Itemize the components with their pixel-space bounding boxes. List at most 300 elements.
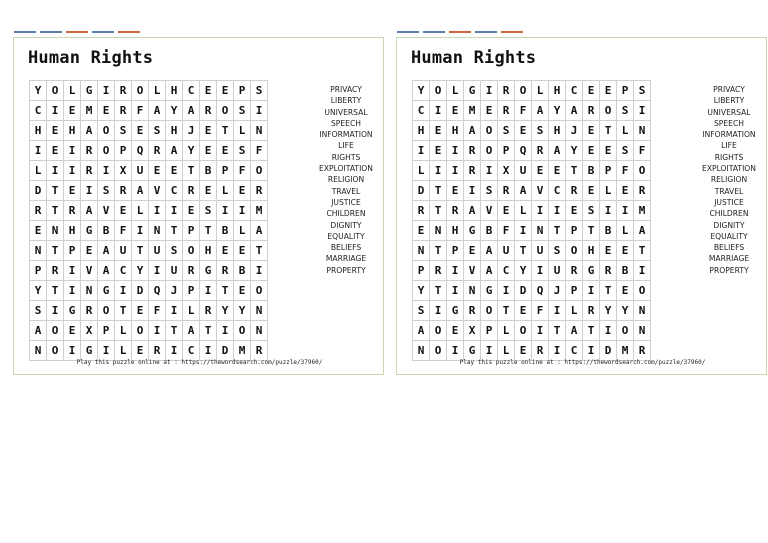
grid-cell[interactable]: I bbox=[166, 301, 183, 321]
grid-cell[interactable]: D bbox=[30, 181, 47, 201]
grid-cell[interactable]: I bbox=[532, 201, 549, 221]
grid-cell[interactable]: T bbox=[183, 161, 200, 181]
grid-cell[interactable]: R bbox=[566, 181, 583, 201]
grid-cell[interactable]: F bbox=[617, 161, 634, 181]
grid-cell[interactable]: D bbox=[217, 341, 234, 361]
grid-cell[interactable]: I bbox=[30, 141, 47, 161]
grid-cell[interactable]: E bbox=[217, 81, 234, 101]
grid-cell[interactable]: S bbox=[234, 101, 251, 121]
grid-cell[interactable]: I bbox=[132, 221, 149, 241]
grid-cell[interactable]: Y bbox=[600, 301, 617, 321]
grid-cell[interactable]: E bbox=[149, 161, 166, 181]
grid-cell[interactable]: I bbox=[149, 201, 166, 221]
grid-cell[interactable]: T bbox=[430, 201, 447, 221]
grid-cell[interactable]: A bbox=[183, 101, 200, 121]
grid-cell[interactable]: E bbox=[217, 141, 234, 161]
grid-cell[interactable]: N bbox=[532, 221, 549, 241]
grid-cell[interactable]: E bbox=[200, 121, 217, 141]
grid-cell[interactable]: L bbox=[115, 341, 132, 361]
grid-cell[interactable]: O bbox=[98, 121, 115, 141]
grid-cell[interactable]: E bbox=[217, 241, 234, 261]
grid-cell[interactable]: I bbox=[166, 341, 183, 361]
grid-cell[interactable]: P bbox=[64, 241, 81, 261]
grid-cell[interactable]: H bbox=[64, 121, 81, 141]
grid-cell[interactable]: L bbox=[515, 201, 532, 221]
grid-cell[interactable]: E bbox=[600, 241, 617, 261]
grid-cell[interactable]: N bbox=[251, 321, 268, 341]
grid-cell[interactable]: E bbox=[515, 121, 532, 141]
grid-cell[interactable]: L bbox=[115, 321, 132, 341]
grid-cell[interactable]: E bbox=[47, 121, 64, 141]
grid-cell[interactable]: I bbox=[549, 301, 566, 321]
grid-cell[interactable]: X bbox=[464, 321, 481, 341]
grid-cell[interactable]: F bbox=[515, 101, 532, 121]
grid-cell[interactable]: A bbox=[413, 321, 430, 341]
grid-cell[interactable]: L bbox=[413, 161, 430, 181]
grid-cell[interactable]: V bbox=[98, 201, 115, 221]
grid-cell[interactable]: L bbox=[132, 201, 149, 221]
grid-cell[interactable]: E bbox=[200, 181, 217, 201]
grid-cell[interactable]: V bbox=[481, 201, 498, 221]
grid-cell[interactable]: O bbox=[251, 161, 268, 181]
grid-cell[interactable]: T bbox=[166, 221, 183, 241]
grid-cell[interactable]: F bbox=[115, 221, 132, 241]
grid-cell[interactable]: L bbox=[617, 221, 634, 241]
grid-cell[interactable]: I bbox=[47, 101, 64, 121]
grid-cell[interactable]: R bbox=[200, 301, 217, 321]
grid-cell[interactable]: N bbox=[149, 221, 166, 241]
grid-cell[interactable]: B bbox=[200, 161, 217, 181]
grid-cell[interactable]: E bbox=[447, 101, 464, 121]
grid-cell[interactable]: E bbox=[583, 81, 600, 101]
grid-cell[interactable]: E bbox=[430, 141, 447, 161]
grid-cell[interactable]: G bbox=[81, 341, 98, 361]
grid-cell[interactable]: B bbox=[583, 161, 600, 181]
grid-cell[interactable]: I bbox=[430, 101, 447, 121]
grid-cell[interactable]: E bbox=[447, 181, 464, 201]
grid-cell[interactable]: O bbox=[481, 141, 498, 161]
grid-cell[interactable]: S bbox=[583, 201, 600, 221]
grid-cell[interactable]: I bbox=[600, 201, 617, 221]
grid-cell[interactable]: O bbox=[515, 321, 532, 341]
grid-cell[interactable]: A bbox=[634, 221, 651, 241]
grid-cell[interactable]: S bbox=[481, 181, 498, 201]
grid-cell[interactable]: P bbox=[498, 141, 515, 161]
grid-cell[interactable]: A bbox=[515, 181, 532, 201]
grid-cell[interactable]: N bbox=[81, 281, 98, 301]
grid-cell[interactable]: I bbox=[532, 261, 549, 281]
grid-cell[interactable]: G bbox=[64, 301, 81, 321]
grid-cell[interactable]: A bbox=[183, 321, 200, 341]
grid-cell[interactable]: M bbox=[234, 341, 251, 361]
grid-cell[interactable]: B bbox=[217, 221, 234, 241]
grid-cell[interactable]: E bbox=[617, 281, 634, 301]
grid-cell[interactable]: A bbox=[30, 321, 47, 341]
grid-cell[interactable]: I bbox=[447, 341, 464, 361]
grid-cell[interactable]: Y bbox=[30, 81, 47, 101]
grid-cell[interactable]: E bbox=[532, 161, 549, 181]
grid-cell[interactable]: S bbox=[498, 121, 515, 141]
grid-cell[interactable]: D bbox=[515, 281, 532, 301]
grid-cell[interactable]: L bbox=[498, 321, 515, 341]
grid-cell[interactable]: I bbox=[481, 161, 498, 181]
grid-cell[interactable]: N bbox=[30, 241, 47, 261]
grid-cell[interactable]: P bbox=[413, 261, 430, 281]
grid-cell[interactable]: S bbox=[200, 201, 217, 221]
grid-cell[interactable]: I bbox=[64, 341, 81, 361]
grid-cell[interactable]: I bbox=[47, 301, 64, 321]
grid-cell[interactable]: I bbox=[617, 201, 634, 221]
grid-cell[interactable]: O bbox=[430, 321, 447, 341]
grid-cell[interactable]: I bbox=[464, 181, 481, 201]
grid-cell[interactable]: L bbox=[64, 81, 81, 101]
grid-cell[interactable]: L bbox=[234, 221, 251, 241]
grid-cell[interactable]: I bbox=[81, 181, 98, 201]
grid-cell[interactable]: O bbox=[251, 281, 268, 301]
grid-cell[interactable]: X bbox=[498, 161, 515, 181]
grid-cell[interactable]: I bbox=[532, 321, 549, 341]
grid-cell[interactable]: S bbox=[251, 81, 268, 101]
grid-cell[interactable]: I bbox=[149, 321, 166, 341]
grid-cell[interactable]: R bbox=[183, 181, 200, 201]
grid-cell[interactable]: T bbox=[132, 241, 149, 261]
grid-cell[interactable]: I bbox=[634, 101, 651, 121]
grid-cell[interactable]: T bbox=[600, 121, 617, 141]
grid-cell[interactable]: H bbox=[549, 81, 566, 101]
grid-cell[interactable]: M bbox=[634, 201, 651, 221]
grid-cell[interactable]: R bbox=[413, 201, 430, 221]
grid-cell[interactable]: R bbox=[532, 141, 549, 161]
grid-cell[interactable]: M bbox=[617, 341, 634, 361]
grid-cell[interactable]: T bbox=[47, 241, 64, 261]
grid-cell[interactable]: L bbox=[498, 341, 515, 361]
grid-cell[interactable]: I bbox=[98, 81, 115, 101]
grid-cell[interactable]: O bbox=[47, 81, 64, 101]
grid-cell[interactable]: X bbox=[81, 321, 98, 341]
grid-cell[interactable]: E bbox=[583, 181, 600, 201]
grid-cell[interactable]: E bbox=[566, 201, 583, 221]
grid-cell[interactable]: T bbox=[583, 221, 600, 241]
grid-cell[interactable]: I bbox=[64, 281, 81, 301]
grid-cell[interactable]: U bbox=[498, 241, 515, 261]
grid-cell[interactable]: T bbox=[47, 181, 64, 201]
grid-cell[interactable]: O bbox=[430, 341, 447, 361]
grid-cell[interactable]: X bbox=[115, 161, 132, 181]
grid-cell[interactable]: T bbox=[549, 321, 566, 341]
grid-cell[interactable]: I bbox=[149, 261, 166, 281]
grid-cell[interactable]: R bbox=[498, 101, 515, 121]
grid-cell[interactable]: O bbox=[515, 81, 532, 101]
grid-cell[interactable]: T bbox=[634, 241, 651, 261]
grid-cell[interactable]: T bbox=[200, 321, 217, 341]
grid-cell[interactable]: Y bbox=[234, 301, 251, 321]
grid-cell[interactable]: I bbox=[251, 101, 268, 121]
grid-cell[interactable]: U bbox=[166, 261, 183, 281]
grid-cell[interactable]: S bbox=[115, 121, 132, 141]
grid-cell[interactable]: O bbox=[617, 321, 634, 341]
grid-cell[interactable]: A bbox=[81, 121, 98, 141]
grid-cell[interactable]: R bbox=[64, 201, 81, 221]
grid-cell[interactable]: I bbox=[447, 161, 464, 181]
grid-cell[interactable]: I bbox=[634, 261, 651, 281]
grid-cell[interactable]: B bbox=[481, 221, 498, 241]
grid-cell[interactable]: Y bbox=[515, 261, 532, 281]
grid-cell[interactable]: E bbox=[430, 121, 447, 141]
grid-cell[interactable]: I bbox=[430, 161, 447, 181]
grid-cell[interactable]: V bbox=[532, 181, 549, 201]
grid-cell[interactable]: O bbox=[481, 121, 498, 141]
grid-cell[interactable]: I bbox=[115, 281, 132, 301]
grid-cell[interactable]: F bbox=[532, 301, 549, 321]
grid-cell[interactable]: I bbox=[64, 161, 81, 181]
grid-cell[interactable]: V bbox=[149, 181, 166, 201]
grid-cell[interactable]: P bbox=[617, 81, 634, 101]
grid-cell[interactable]: Y bbox=[413, 81, 430, 101]
grid-cell[interactable]: O bbox=[634, 281, 651, 301]
grid-cell[interactable]: O bbox=[481, 301, 498, 321]
grid-cell[interactable]: R bbox=[30, 201, 47, 221]
grid-cell[interactable]: N bbox=[251, 301, 268, 321]
grid-cell[interactable]: I bbox=[98, 341, 115, 361]
grid-cell[interactable]: S bbox=[234, 141, 251, 161]
grid-cell[interactable]: O bbox=[47, 321, 64, 341]
grid-cell[interactable]: T bbox=[166, 321, 183, 341]
grid-cell[interactable]: P bbox=[98, 321, 115, 341]
grid-cell[interactable]: E bbox=[413, 221, 430, 241]
grid-cell[interactable]: T bbox=[47, 201, 64, 221]
grid-cell[interactable]: Y bbox=[132, 261, 149, 281]
grid-cell[interactable]: H bbox=[549, 121, 566, 141]
grid-cell[interactable]: I bbox=[200, 281, 217, 301]
grid-cell[interactable]: U bbox=[115, 241, 132, 261]
grid-cell[interactable]: A bbox=[251, 221, 268, 241]
grid-cell[interactable]: O bbox=[430, 81, 447, 101]
grid-cell[interactable]: N bbox=[30, 341, 47, 361]
grid-cell[interactable]: T bbox=[217, 121, 234, 141]
grid-cell[interactable]: Q bbox=[149, 281, 166, 301]
grid-cell[interactable]: E bbox=[81, 241, 98, 261]
grid-cell[interactable]: F bbox=[251, 141, 268, 161]
grid-cell[interactable]: N bbox=[413, 241, 430, 261]
grid-cell[interactable]: R bbox=[498, 81, 515, 101]
grid-cell[interactable]: C bbox=[566, 81, 583, 101]
grid-cell[interactable]: T bbox=[430, 181, 447, 201]
grid-cell[interactable]: O bbox=[600, 101, 617, 121]
grid-cell[interactable]: O bbox=[132, 81, 149, 101]
grid-cell[interactable]: O bbox=[234, 321, 251, 341]
grid-cell[interactable]: A bbox=[566, 321, 583, 341]
grid-cell[interactable]: C bbox=[183, 341, 200, 361]
grid-cell[interactable]: G bbox=[583, 261, 600, 281]
grid-cell[interactable]: O bbox=[132, 321, 149, 341]
grid-cell[interactable]: G bbox=[98, 281, 115, 301]
grid-cell[interactable]: H bbox=[30, 121, 47, 141]
grid-cell[interactable]: O bbox=[183, 241, 200, 261]
grid-cell[interactable]: Y bbox=[217, 301, 234, 321]
grid-cell[interactable]: S bbox=[617, 141, 634, 161]
grid-cell[interactable]: T bbox=[200, 221, 217, 241]
grid-cell[interactable]: T bbox=[566, 161, 583, 181]
grid-cell[interactable]: C bbox=[413, 101, 430, 121]
grid-cell[interactable]: E bbox=[464, 241, 481, 261]
grid-cell[interactable]: I bbox=[47, 161, 64, 181]
grid-cell[interactable]: E bbox=[617, 181, 634, 201]
grid-cell[interactable]: E bbox=[64, 321, 81, 341]
grid-cell[interactable]: O bbox=[47, 341, 64, 361]
grid-cell[interactable]: E bbox=[30, 221, 47, 241]
grid-cell[interactable]: I bbox=[447, 141, 464, 161]
grid-cell[interactable]: G bbox=[81, 221, 98, 241]
grid-cell[interactable]: R bbox=[600, 261, 617, 281]
grid-cell[interactable]: U bbox=[549, 261, 566, 281]
grid-cell[interactable]: C bbox=[549, 181, 566, 201]
grid-cell[interactable]: R bbox=[583, 101, 600, 121]
grid-cell[interactable]: L bbox=[183, 301, 200, 321]
grid-cell[interactable]: R bbox=[115, 101, 132, 121]
grid-cell[interactable]: I bbox=[447, 261, 464, 281]
grid-cell[interactable]: L bbox=[532, 81, 549, 101]
grid-cell[interactable]: B bbox=[234, 261, 251, 281]
grid-cell[interactable]: A bbox=[549, 141, 566, 161]
grid-cell[interactable]: I bbox=[481, 81, 498, 101]
grid-cell[interactable]: V bbox=[81, 261, 98, 281]
grid-cell[interactable]: L bbox=[617, 121, 634, 141]
grid-cell[interactable]: E bbox=[64, 181, 81, 201]
grid-cell[interactable]: R bbox=[81, 301, 98, 321]
grid-cell[interactable]: S bbox=[532, 121, 549, 141]
grid-cell[interactable]: E bbox=[583, 141, 600, 161]
grid-cell[interactable]: I bbox=[583, 341, 600, 361]
grid-cell[interactable]: R bbox=[47, 261, 64, 281]
grid-cell[interactable]: S bbox=[149, 121, 166, 141]
grid-cell[interactable]: L bbox=[600, 181, 617, 201]
grid-cell[interactable]: N bbox=[634, 121, 651, 141]
grid-cell[interactable]: H bbox=[447, 121, 464, 141]
grid-cell[interactable]: G bbox=[464, 341, 481, 361]
grid-cell[interactable]: J bbox=[566, 121, 583, 141]
grid-cell[interactable]: R bbox=[81, 161, 98, 181]
grid-cell[interactable]: O bbox=[217, 101, 234, 121]
grid-cell[interactable]: Y bbox=[183, 141, 200, 161]
grid-cell[interactable]: P bbox=[217, 161, 234, 181]
grid-cell[interactable]: B bbox=[600, 221, 617, 241]
grid-cell[interactable]: B bbox=[617, 261, 634, 281]
grid-cell[interactable]: P bbox=[183, 281, 200, 301]
puzzle-footer-link[interactable]: Play this puzzle online at : https://thewordsearch.com/puzzle/37960/ bbox=[459, 359, 706, 366]
grid-cell[interactable]: Y bbox=[566, 141, 583, 161]
grid-cell[interactable]: F bbox=[234, 161, 251, 181]
grid-cell[interactable]: Y bbox=[413, 281, 430, 301]
grid-cell[interactable]: P bbox=[481, 321, 498, 341]
grid-cell[interactable]: I bbox=[200, 341, 217, 361]
grid-cell[interactable]: S bbox=[617, 101, 634, 121]
grid-cell[interactable]: A bbox=[98, 261, 115, 281]
grid-cell[interactable]: G bbox=[481, 281, 498, 301]
grid-cell[interactable]: P bbox=[566, 281, 583, 301]
grid-cell[interactable]: A bbox=[464, 121, 481, 141]
grid-cell[interactable]: Q bbox=[515, 141, 532, 161]
grid-cell[interactable]: I bbox=[583, 281, 600, 301]
grid-cell[interactable]: E bbox=[515, 341, 532, 361]
grid-cell[interactable]: I bbox=[251, 261, 268, 281]
grid-cell[interactable]: H bbox=[413, 121, 430, 141]
grid-cell[interactable]: I bbox=[549, 201, 566, 221]
grid-cell[interactable]: R bbox=[251, 341, 268, 361]
grid-cell[interactable]: E bbox=[234, 241, 251, 261]
grid-cell[interactable]: I bbox=[481, 341, 498, 361]
grid-cell[interactable]: E bbox=[200, 141, 217, 161]
grid-cell[interactable]: E bbox=[515, 301, 532, 321]
grid-cell[interactable]: E bbox=[234, 181, 251, 201]
grid-cell[interactable]: E bbox=[498, 201, 515, 221]
grid-cell[interactable]: O bbox=[634, 161, 651, 181]
grid-cell[interactable]: R bbox=[430, 261, 447, 281]
grid-cell[interactable]: Y bbox=[166, 101, 183, 121]
grid-cell[interactable]: C bbox=[166, 181, 183, 201]
grid-cell[interactable]: N bbox=[430, 221, 447, 241]
grid-cell[interactable]: S bbox=[166, 241, 183, 261]
grid-cell[interactable]: M bbox=[81, 101, 98, 121]
grid-cell[interactable]: G bbox=[81, 81, 98, 101]
grid-cell[interactable]: I bbox=[234, 201, 251, 221]
grid-cell[interactable]: I bbox=[430, 301, 447, 321]
grid-cell[interactable]: Q bbox=[532, 281, 549, 301]
grid-cell[interactable]: N bbox=[464, 281, 481, 301]
grid-cell[interactable]: I bbox=[515, 221, 532, 241]
grid-cell[interactable]: U bbox=[132, 161, 149, 181]
grid-cell[interactable]: L bbox=[217, 181, 234, 201]
grid-cell[interactable]: R bbox=[464, 161, 481, 181]
grid-cell[interactable]: I bbox=[217, 321, 234, 341]
grid-cell[interactable]: A bbox=[132, 181, 149, 201]
grid-cell[interactable]: E bbox=[600, 141, 617, 161]
grid-cell[interactable]: F bbox=[498, 221, 515, 241]
grid-cell[interactable]: F bbox=[132, 101, 149, 121]
grid-cell[interactable]: J bbox=[549, 281, 566, 301]
grid-cell[interactable]: H bbox=[166, 121, 183, 141]
grid-cell[interactable]: O bbox=[98, 301, 115, 321]
grid-cell[interactable]: S bbox=[30, 301, 47, 321]
grid-cell[interactable]: R bbox=[566, 261, 583, 281]
grid-cell[interactable]: R bbox=[634, 181, 651, 201]
grid-cell[interactable]: A bbox=[532, 101, 549, 121]
grid-cell[interactable]: U bbox=[532, 241, 549, 261]
grid-cell[interactable]: R bbox=[498, 181, 515, 201]
grid-cell[interactable]: L bbox=[30, 161, 47, 181]
grid-cell[interactable]: H bbox=[583, 241, 600, 261]
grid-cell[interactable]: Q bbox=[132, 141, 149, 161]
grid-cell[interactable]: H bbox=[447, 221, 464, 241]
grid-cell[interactable]: L bbox=[566, 301, 583, 321]
grid-cell[interactable]: U bbox=[149, 241, 166, 261]
grid-cell[interactable]: N bbox=[47, 221, 64, 241]
grid-cell[interactable]: E bbox=[166, 161, 183, 181]
grid-cell[interactable]: L bbox=[234, 121, 251, 141]
grid-cell[interactable]: L bbox=[149, 81, 166, 101]
grid-cell[interactable]: E bbox=[64, 101, 81, 121]
grid-cell[interactable]: T bbox=[430, 281, 447, 301]
grid-cell[interactable]: T bbox=[549, 221, 566, 241]
grid-cell[interactable]: E bbox=[583, 121, 600, 141]
grid-cell[interactable]: L bbox=[447, 81, 464, 101]
grid-cell[interactable]: I bbox=[217, 201, 234, 221]
grid-cell[interactable]: E bbox=[98, 101, 115, 121]
grid-cell[interactable]: T bbox=[115, 301, 132, 321]
grid-cell[interactable]: R bbox=[464, 141, 481, 161]
grid-cell[interactable]: N bbox=[251, 121, 268, 141]
grid-cell[interactable]: A bbox=[481, 241, 498, 261]
grid-cell[interactable]: E bbox=[200, 81, 217, 101]
